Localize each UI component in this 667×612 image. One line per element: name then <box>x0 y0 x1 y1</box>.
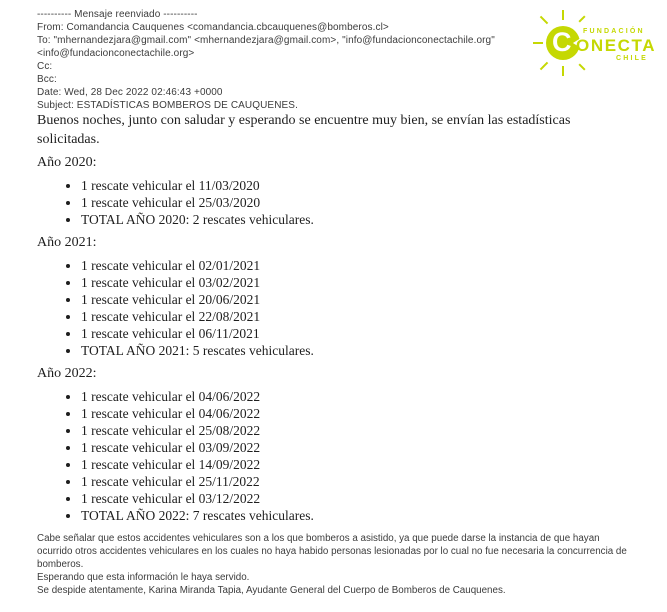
list-item: • 1 rescate vehicular el 03/12/2022 <box>81 490 667 507</box>
sun-ray-icon <box>578 63 585 70</box>
list-item: • 1 rescate vehicular el 22/08/2021 <box>81 308 667 325</box>
sun-ray-icon <box>578 15 585 22</box>
list-item: • 1 rescate vehicular el 02/01/2021 <box>81 257 667 274</box>
logo-chile-text: CHILE <box>616 55 648 62</box>
subject-line: Subject: ESTADÍSTICAS BOMBEROS DE CAUQUENES. <box>37 100 298 111</box>
list-item: • 1 rescate vehicular el 14/09/2022 <box>81 456 667 473</box>
rescue-list-2020 <box>37 177 667 228</box>
sun-ray-icon <box>540 62 548 70</box>
sun-ray-icon <box>562 66 564 76</box>
to-line-2: <info@fundacionconectachile.org> <box>37 48 195 59</box>
list-item: • 1 rescate vehicular el 11/03/2020 <box>81 177 667 194</box>
list-item: • 1 rescate vehicular el 25/03/2020 <box>81 194 667 211</box>
closing-note: Cabe señalar que estos accidentes vehiculares son a los que bomberos a asistido, ya que puede darse la instancia de que hayan ocurrido otros accidentes vehiculares en los cuales no haya habido personas lesionadas por lo cual no fue necesaria la concurrencia de bomberos. <box>37 533 627 570</box>
list-item-total: • TOTAL AÑO 2021: 5 rescates vehiculares. <box>81 342 667 359</box>
list-item-total: • TOTAL AÑO 2020: 2 rescates vehiculares. <box>81 211 667 228</box>
logo-fundacion-text: FUNDACIÓN <box>583 28 645 35</box>
to-line-1: To: "mhernandezjara@gmail.com" <mhernandezjara@gmail.com>, "info@fundacionconectachile.org" <box>37 35 495 46</box>
forwarded-separator: ---------- Mensaje reenviado ---------- <box>37 9 198 20</box>
list-item: • 1 rescate vehicular el 25/08/2022 <box>81 422 667 439</box>
list-item-total: • TOTAL AÑO 2022: 7 rescates vehiculares. <box>81 507 667 524</box>
from-line: From: Comandancia Cauquenes <comandancia.cbcauquenes@bomberos.cl> <box>37 22 389 33</box>
sun-ray-icon <box>562 10 564 20</box>
list-item: • 1 rescate vehicular el 06/11/2021 <box>81 325 667 342</box>
rescue-list-2021 <box>37 257 667 359</box>
cc-line: Cc: <box>37 61 53 72</box>
fundacion-conecta-logo <box>533 8 665 78</box>
logo-letter-c: C <box>552 27 572 57</box>
year-2022-title: Año 2022: <box>37 366 97 381</box>
date-line: Date: Wed, 28 Dec 2022 02:46:43 +0000 <box>37 87 223 98</box>
greeting-paragraph: Buenos noches, junto con saludar y esperando se encuentre muy bien, se envían las estadísticas solicitadas. <box>37 113 571 147</box>
year-2020-title: Año 2020: <box>37 155 97 170</box>
sun-ray-icon <box>540 16 548 24</box>
closing-signature: Se despide atentamente, Karina Miranda Tapia, Ayudante General del Cuerpo de Bomberos de Cauquenes. <box>37 585 506 596</box>
closing-thanks: Esperando que esta información le haya servido. <box>37 572 250 583</box>
list-item: • 1 rescate vehicular el 04/06/2022 <box>81 388 667 405</box>
sun-disc-icon <box>546 26 580 60</box>
list-item: • 1 rescate vehicular el 25/11/2022 <box>81 473 667 490</box>
year-2021-title: Año 2021: <box>37 235 97 250</box>
sun-ray-icon <box>533 42 543 44</box>
list-item: • 1 rescate vehicular el 03/09/2022 <box>81 439 667 456</box>
list-item: • 1 rescate vehicular el 04/06/2022 <box>81 405 667 422</box>
rescue-list-2022 <box>37 388 667 524</box>
logo-onecta-text: ONECTA <box>576 36 657 55</box>
list-item: • 1 rescate vehicular el 03/02/2021 <box>81 274 667 291</box>
list-item: • 1 rescate vehicular el 20/06/2021 <box>81 291 667 308</box>
bcc-line: Bcc: <box>37 74 57 85</box>
closing-footer <box>37 532 633 597</box>
